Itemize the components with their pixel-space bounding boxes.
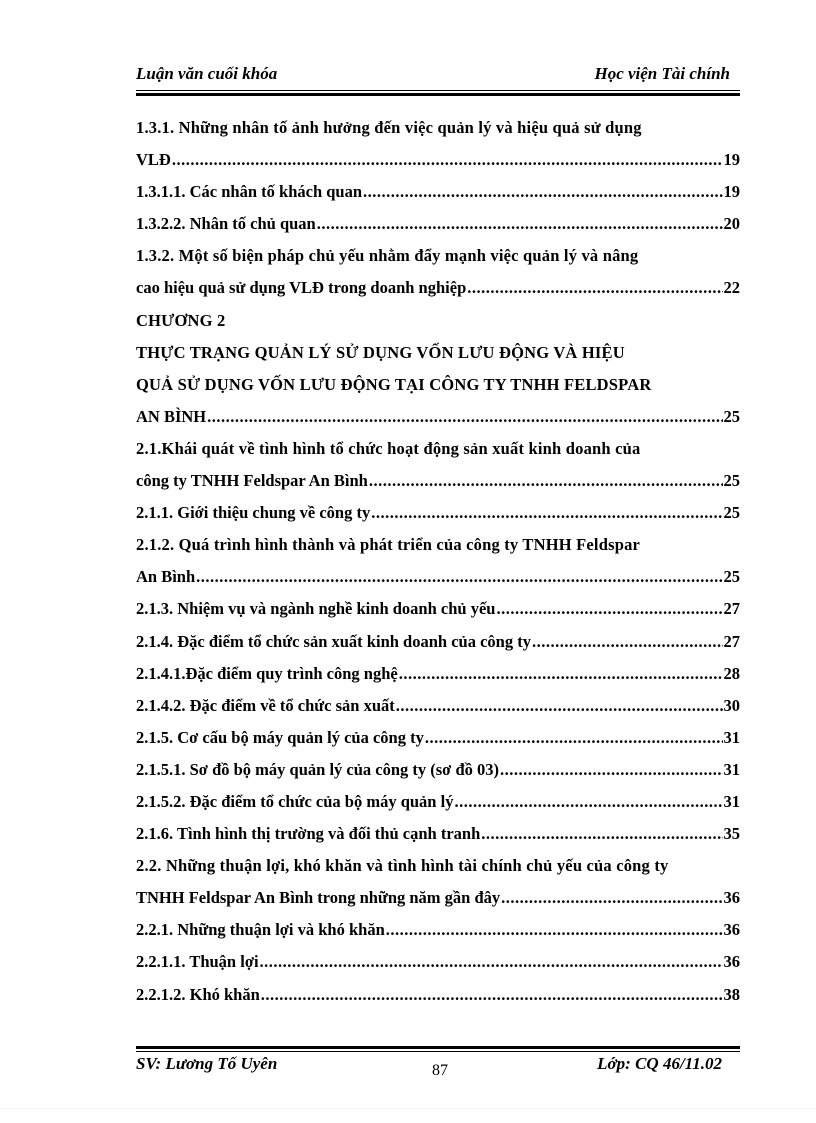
toc-line: [136, 722, 740, 754]
toc-page-number: 31: [723, 727, 740, 747]
toc-leader-dots: [532, 626, 723, 658]
footer-rule-thick: [136, 1046, 740, 1049]
toc-line: [136, 208, 740, 240]
footer-class: Lớp: CQ 46/11.02: [597, 1054, 722, 1073]
toc-line: [136, 786, 740, 818]
toc-entry-text: VLĐ: [136, 150, 171, 170]
toc-line: THỰC TRẠNG QUẢN LÝ SỬ DỤNG VỐN LƯU ĐỘNG VÀ HIỆU: [136, 342, 625, 362]
toc-line: [136, 465, 740, 497]
toc-page-number: 27: [723, 599, 740, 619]
toc-entry-text: 2.2.1.1. Thuận lợi: [136, 952, 259, 972]
page-header: [136, 64, 740, 88]
toc-entry-text: 2.1.6. Tình hình thị trường và đối thủ cạnh tranh: [136, 824, 481, 844]
toc-leader-dots: [260, 946, 723, 978]
toc-page-number: 36: [723, 888, 740, 908]
toc-line: [136, 914, 740, 946]
toc-page-number: 25: [723, 471, 740, 491]
toc-page-number: 31: [723, 759, 740, 779]
bottom-dotted-border: [0, 1108, 816, 1111]
toc-line: [136, 658, 740, 690]
header-title-right: Học viện Tài chính: [594, 64, 730, 83]
header-rule-thin: [136, 90, 740, 91]
toc-entry-text: 2.1.1. Giới thiệu chung về công ty: [136, 503, 371, 523]
toc-leader-dots: [371, 497, 722, 529]
toc-page-number: 25: [723, 503, 740, 523]
toc-entry-text: 2.1.4.1.Đặc điểm quy trình công nghệ: [136, 663, 398, 683]
toc-page-number: 22: [723, 278, 740, 298]
toc-leader-dots: [481, 818, 722, 850]
toc-entry-text: 2.1.3. Nhiệm vụ và ngành nghề kinh doanh chủ yếu: [136, 599, 496, 619]
toc-leader-dots: [172, 144, 723, 176]
toc-line: 2.1.2. Quá trình hình thành và phát triển của công ty TNHH Feldspar: [136, 535, 641, 555]
toc-leader-dots: [425, 722, 723, 754]
toc-leader-dots: [500, 754, 723, 786]
toc-entry-text: 2.1.5.2. Đặc điểm tổ chức của bộ máy quản lý: [136, 791, 454, 811]
toc-leader-dots: [399, 658, 723, 690]
table-of-contents: [136, 112, 740, 1011]
toc-leader-dots: [501, 882, 722, 914]
toc-entry-text: 2.1.4.2. Đặc điểm về tổ chức sản xuất: [136, 695, 395, 715]
footer-student-name: SV: Lương Tố Uyên: [136, 1054, 278, 1073]
toc-leader-dots: [207, 401, 722, 433]
toc-page-number: 38: [723, 984, 740, 1004]
toc-entry-text: An Bình: [136, 567, 196, 587]
toc-page-number: 25: [723, 406, 740, 426]
toc-entry-text: 1.3.1.1. Các nhân tố khách quan: [136, 182, 363, 202]
header-rule-thick: [136, 93, 740, 96]
toc-entry-text: 2.1.5.1. Sơ đồ bộ máy quản lý của công ty (sơ đồ 03): [136, 759, 499, 779]
footer-rule-thin: [136, 1051, 740, 1052]
toc-line: [136, 690, 740, 722]
toc-page-number: 20: [723, 214, 740, 234]
toc-page-number: 27: [723, 631, 740, 651]
toc-page-number: 28: [723, 663, 740, 683]
toc-leader-dots: [496, 593, 722, 625]
toc-entry-text: 1.3.2.2. Nhân tố chủ quan: [136, 214, 316, 234]
toc-page-number: 25: [723, 567, 740, 587]
toc-leader-dots: [261, 979, 723, 1011]
toc-page-number: 36: [723, 920, 740, 940]
toc-line: [136, 497, 740, 529]
toc-entry-text: 2.1.4. Đặc điểm tổ chức sản xuất kinh doanh của công ty: [136, 631, 531, 651]
toc-line: [136, 272, 740, 304]
toc-line: CHƯƠNG 2: [136, 310, 226, 330]
toc-line: QUẢ SỬ DỤNG VỐN LƯU ĐỘNG TẠI CÔNG TY TNHH FELDSPAR: [136, 374, 652, 394]
toc-page-number: 19: [723, 150, 740, 170]
toc-leader-dots: [386, 914, 723, 946]
toc-line: 1.3.2. Một số biện pháp chủ yếu nhằm đẩy mạnh việc quản lý và nâng: [136, 246, 639, 266]
toc-line: [136, 401, 740, 433]
toc-leader-dots: [369, 465, 723, 497]
toc-page-number: 30: [723, 695, 740, 715]
toc-line: [136, 946, 740, 978]
toc-leader-dots: [196, 561, 722, 593]
toc-line: [136, 754, 740, 786]
toc-page-number: 19: [723, 182, 740, 202]
toc-leader-dots: [363, 176, 722, 208]
toc-page-number: 35: [723, 824, 740, 844]
toc-leader-dots: [317, 208, 723, 240]
toc-line: 2.2. Những thuận lợi, khó khăn và tình hình tài chính chủ yếu của công ty: [136, 856, 669, 876]
toc-entry-text: TNHH Feldspar An Bình trong những năm gần đây: [136, 888, 501, 908]
toc-line: [136, 818, 740, 850]
toc-line: [136, 176, 740, 208]
toc-line: 2.1.Khái quát về tình hình tổ chức hoạt động sản xuất kinh doanh của: [136, 438, 641, 458]
header-title-left: Luận văn cuối khóa: [136, 64, 278, 83]
toc-entry-text: AN BÌNH: [136, 406, 207, 426]
toc-line: 1.3.1. Những nhân tố ảnh hưởng đến việc quản lý và hiệu quả sử dụng: [136, 118, 642, 137]
toc-page-number: 36: [723, 952, 740, 972]
toc-entry-text: cao hiệu quả sử dụng VLĐ trong doanh nghiệp: [136, 278, 467, 298]
toc-line: [136, 882, 740, 914]
toc-entry-text: 2.1.5. Cơ cấu bộ máy quản lý của công ty: [136, 727, 424, 747]
toc-leader-dots: [454, 786, 722, 818]
toc-entry-text: 2.2.1.2. Khó khăn: [136, 984, 260, 1004]
toc-line: [136, 626, 740, 658]
toc-line: [136, 144, 740, 176]
toc-line: [136, 979, 740, 1011]
toc-leader-dots: [396, 690, 723, 722]
toc-entry-text: công ty TNHH Feldspar An Bình: [136, 471, 368, 491]
toc-page-number: 31: [723, 791, 740, 811]
toc-line: [136, 561, 740, 593]
toc-line: [136, 593, 740, 625]
toc-entry-text: 2.2.1. Những thuận lợi và khó khăn: [136, 920, 385, 940]
toc-leader-dots: [467, 272, 722, 304]
page-number: 87: [432, 1062, 448, 1079]
